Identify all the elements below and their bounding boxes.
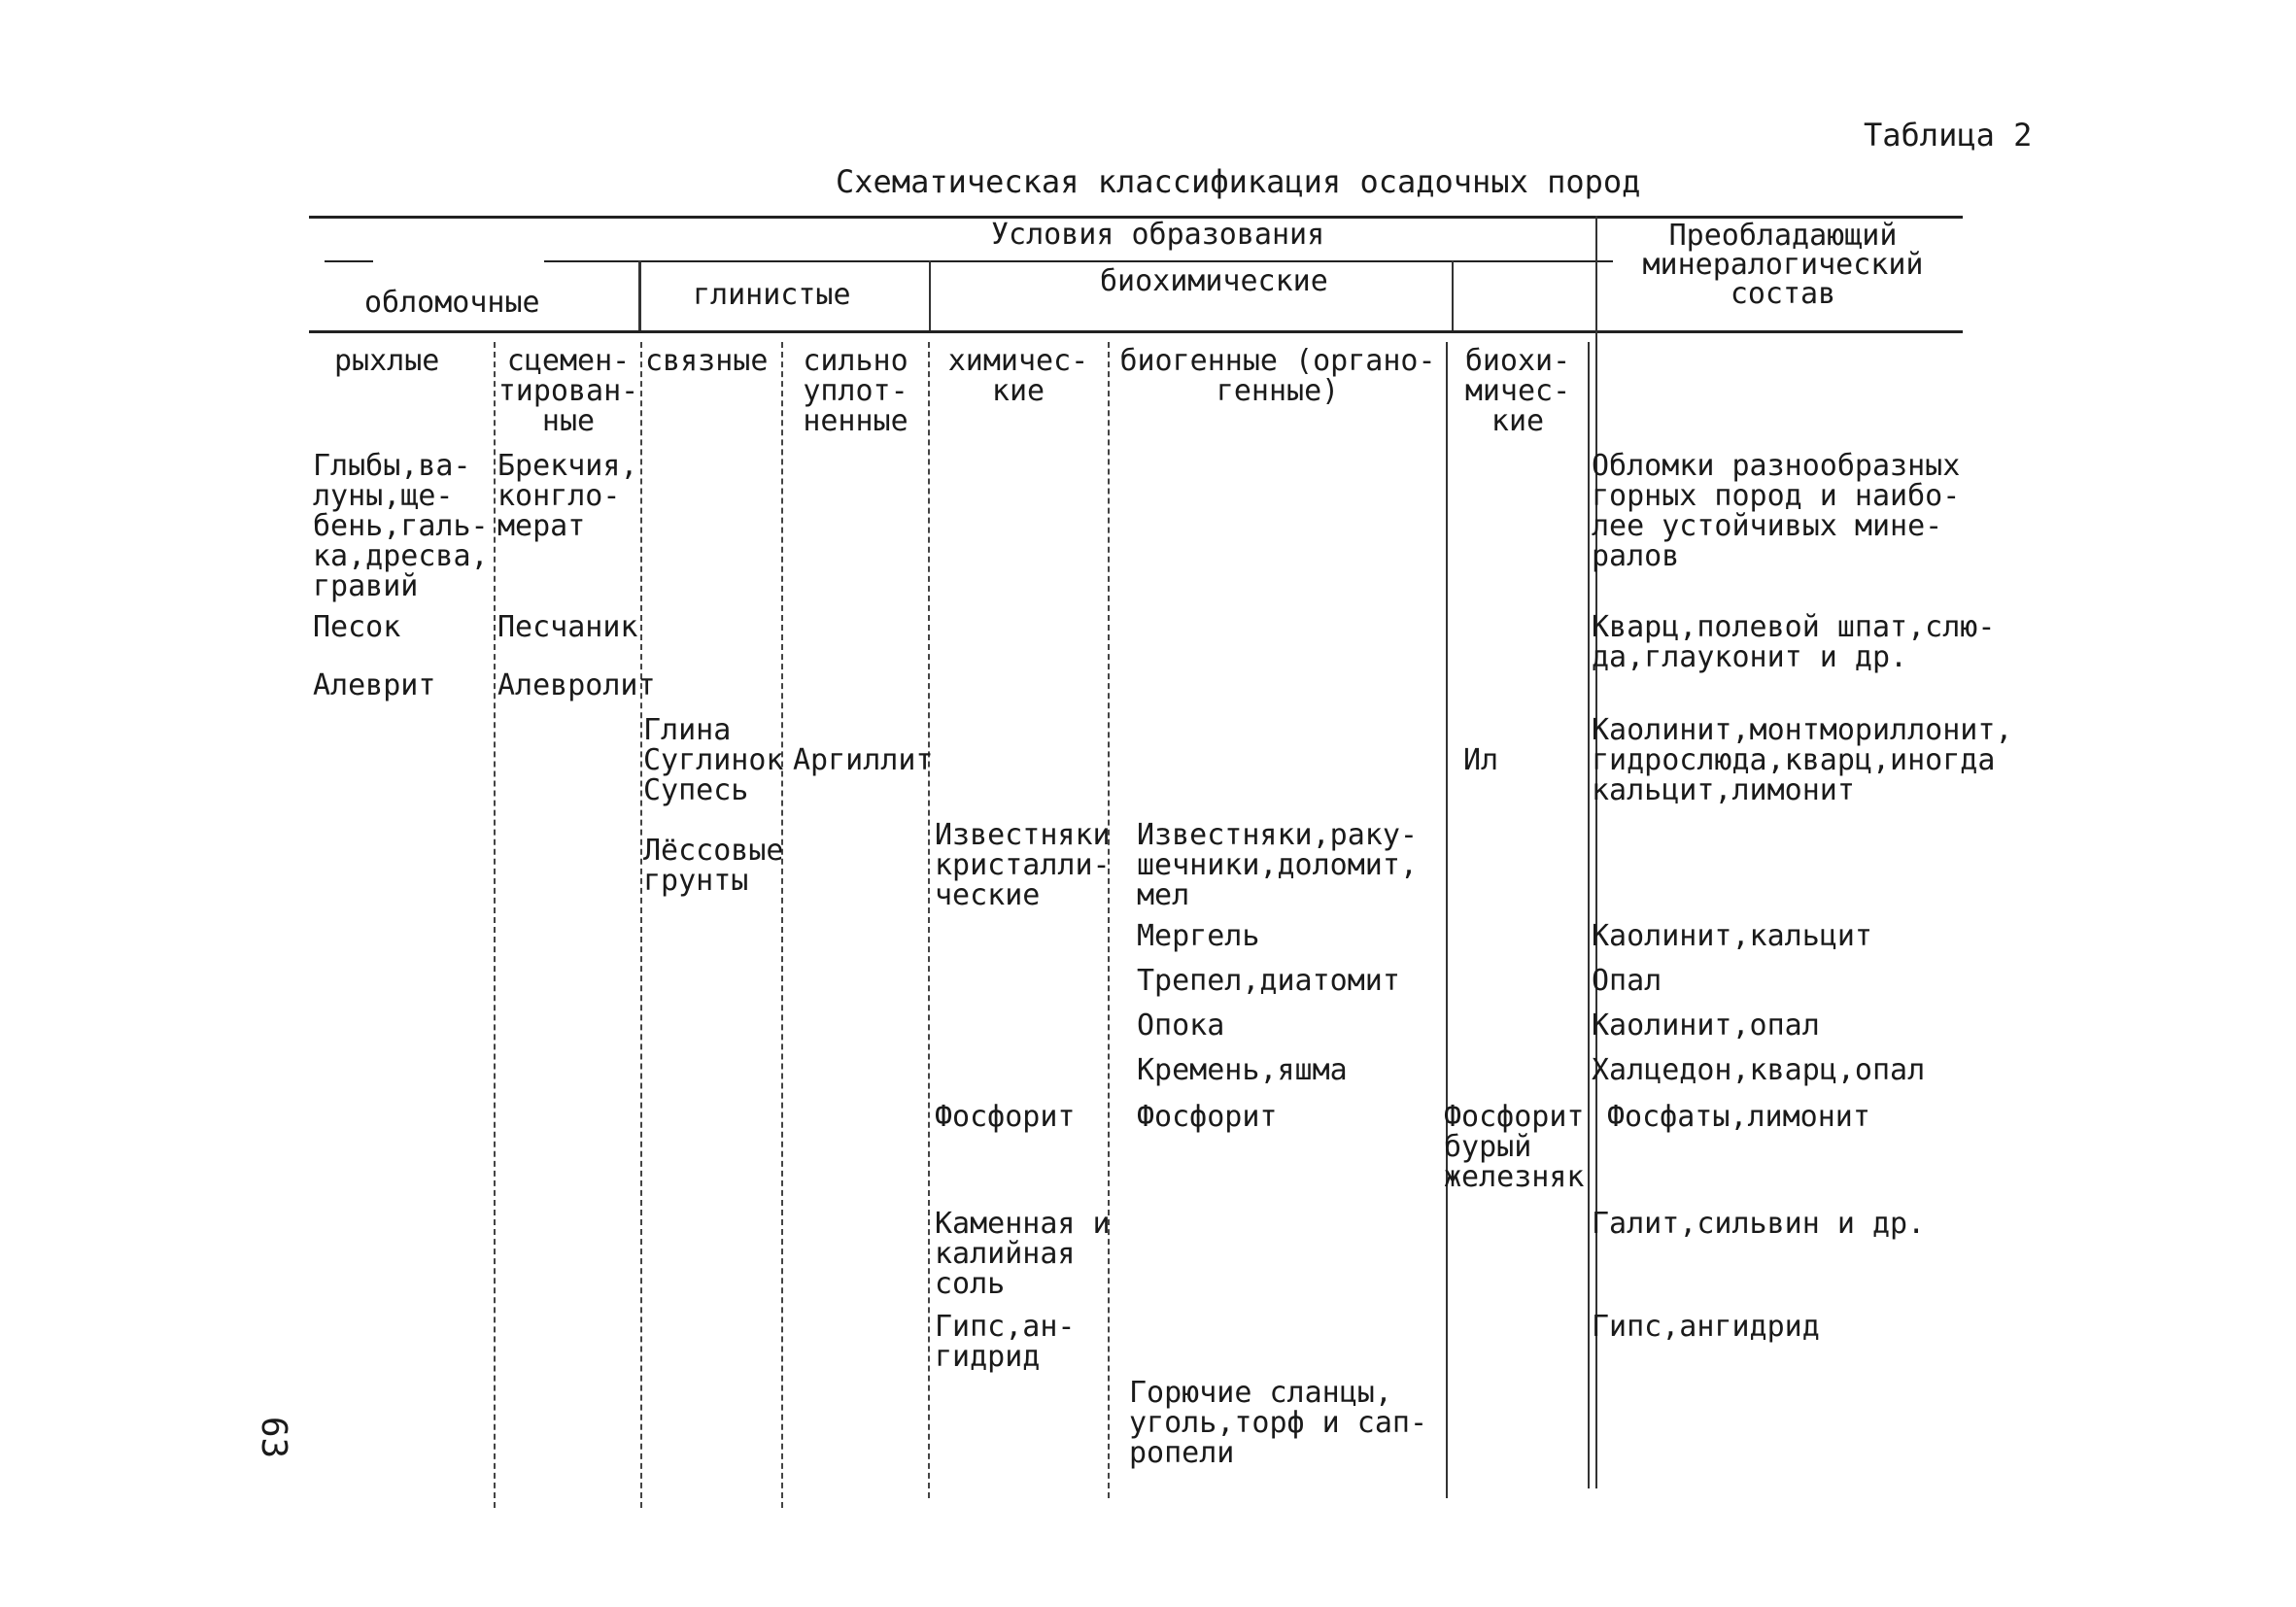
header-group-biochemical: биохимические [1100,264,1328,298]
cell-loose: Песок [313,610,401,644]
cell-cemented: Брекчия, конгло- мерат [497,449,638,543]
cell-biogenic: Фосфорит [1137,1100,1278,1134]
cell-chemical: Фосфорит [935,1100,1076,1134]
cell-biogenic: Кремень,яшма [1137,1053,1348,1087]
divider-mineral [1595,216,1597,1488]
cell-mineral: Халцедон,кварц,опал [1592,1053,1926,1087]
cell-compacted: Аргиллит [793,743,934,777]
cell-mineral: Каолинит,кальцит [1592,919,1872,953]
subheader-biogenic: биогенные (органо- генные) [1119,344,1436,408]
cell-biogenic: Трепел,диатомит [1137,964,1400,998]
cell-cemented: Песчаник [497,610,638,644]
column-line-loose-cemented [494,342,496,1508]
cell-chemical: Каменная и калийная соль [935,1207,1111,1301]
cell-cohesive: Лёссовые грунты [643,834,784,898]
column-line-cemented-cohesive [640,342,642,1508]
subheader-loose: рыхлые [334,344,440,378]
divider-clay-biochem [929,260,931,330]
cell-mineral: Каолинит,монтмориллонит, гидрослюда,кварц,иногда кальцит,лимонит [1592,713,2013,807]
header-mineral-composition: Преобладающий минералогический состав [1642,219,1924,311]
cell-mineral: Галит,сильвин и др. [1592,1207,1926,1241]
column-line-biochem-mineral [1588,342,1590,1488]
column-line-cohesive-compacted [781,342,783,1508]
cell-loose: Глыбы,ва- луны,ще- бень,галь- ка,дресва, гравий [313,449,489,603]
page-number: 63 [254,1416,294,1459]
column-line-biogenic-biochem [1446,342,1448,1498]
cell-cohesive: Глина Суглинок Супесь [643,713,784,807]
cell-biochem: Фосфорит бурый железняк [1444,1100,1585,1194]
subheader-chemical: химичес- кие [947,344,1089,408]
header-conditions: Условия образования [991,218,1325,252]
header-group-clastic: обломочные [364,286,540,320]
divider-clastic-clay [638,260,641,330]
header-group-clay: глинистые [693,278,851,312]
subheader-biochemical: биохи- мичес- кие [1464,344,1571,438]
cell-mineral: Фосфаты,лимонит [1607,1100,1870,1134]
cell-mineral: Кварц,полевой шпат,слю- да,глауконит и др. [1592,610,1996,674]
table-caption-number: Таблица 2 [1864,117,2033,154]
subheader-cohesive: связные [645,344,769,378]
divider-biochem-right [1452,260,1454,330]
cell-mineral: Опал [1592,964,1662,998]
cell-biochem: Ил [1463,743,1499,777]
header-bottom-rule [309,330,1963,333]
cell-cemented: Алевролит [497,668,656,702]
column-line-chemical-biogenic [1108,342,1110,1498]
cell-biogenic: Опока [1137,1009,1225,1043]
subheader-compacted: сильно уплот- ненные [803,344,908,438]
cell-mineral: Каолинит,опал [1592,1009,1820,1043]
cell-biogenic: Известняки,раку- шечники,доломит, мел [1137,818,1418,912]
header-short-dash [325,260,373,262]
cell-biogenic: Мергель [1137,919,1260,953]
cell-chemical: Гипс,ан- гидрид [935,1310,1076,1374]
table-title: Схематическая классификация осадочных пород [836,163,1641,200]
column-line-compacted-chemical [928,342,930,1498]
subheader-cemented: сцемен- тирован- ные [497,344,639,438]
cell-biogenic: Горючие сланцы, уголь,торф и сап- ропели [1129,1376,1428,1470]
cell-chemical: Известняки кристалли- ческие [935,818,1111,912]
cell-mineral: Обломки разнообразных горных пород и наибо- лее устойчивых мине- ралов [1592,449,1961,573]
cell-mineral: Гипс,ангидрид [1592,1310,1820,1344]
cell-loose: Алеврит [313,668,436,702]
